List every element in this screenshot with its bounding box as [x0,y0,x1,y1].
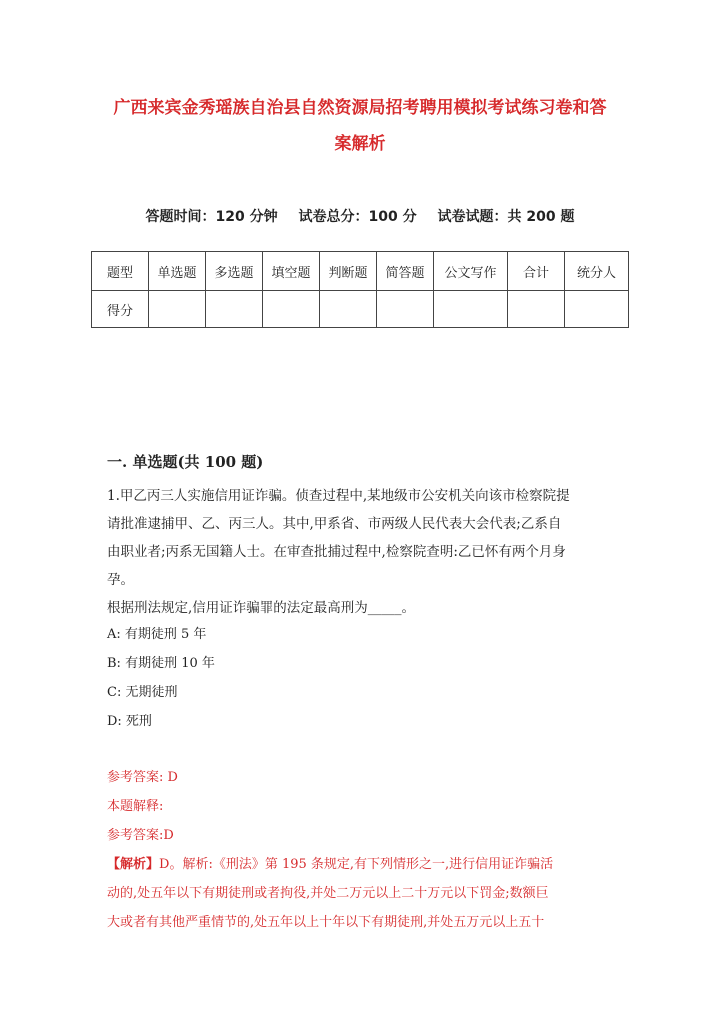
score-header-cell: 简答题 [377,252,434,291]
explanation-label: 本题解释: [107,799,164,814]
analysis-tag: 【解析】 [107,857,160,872]
question-line: 请批准逮捕甲、乙、丙三人。其中,甲系省、市两级人民代表大会代表;乙系自 [107,516,562,532]
title-line-2: 案解析 [334,134,386,154]
score-header-cell: 单选题 [149,252,206,291]
score-row-label: 得分 [92,291,149,328]
document-title [100,90,620,162]
analysis-line-text: D。解析:《刑法》第 195 条规定,有下列情形之一,进行信用证诈骗活 [159,857,554,872]
score-table-score-row [92,291,629,328]
score-cell [320,291,377,328]
option-b: B: 有期徒刑 10 年 [107,656,215,671]
section-heading: 一. 单选题(共 100 题) [107,453,264,471]
score-header-cell: 合计 [508,252,565,291]
score-cell [565,291,629,328]
score-header-cell: 判断题 [320,252,377,291]
analysis-text [107,850,617,937]
score-cell [508,291,565,328]
score-header-cell: 公文写作 [434,252,508,291]
exam-time: 答题时间：120 分钟 [145,209,278,225]
question-line: 根据刑法规定,信用证诈骗罪的法定最高刑为_____。 [107,600,416,616]
analysis-line: 动的,处五年以下有期徒刑或者拘役,并处二万元以上二十万元以下罚金;数额巨 [107,886,549,901]
score-header-cell: 多选题 [206,252,263,291]
answer-block [107,763,617,937]
option-a: A: 有期徒刑 5 年 [107,627,207,642]
score-table-header-row [92,252,629,291]
score-cell [206,291,263,328]
score-table [91,251,629,328]
score-cell [149,291,206,328]
exam-question-count: 试卷试题：共 200 题 [437,209,575,225]
score-cell [263,291,320,328]
score-cell [434,291,508,328]
option-d: D: 死刑 [107,714,152,729]
analysis-line: 大或者有其他严重情节的,处五年以上十年以下有期徒刑,并处五万元以上五十 [107,915,545,930]
score-header-cell: 统分人 [565,252,629,291]
score-header-cell: 填空题 [263,252,320,291]
exam-meta [90,206,630,226]
question-stem [107,482,617,622]
score-header-cell: 题型 [92,252,149,291]
reference-answer-2: 参考答案:D [107,828,174,843]
answer-options [107,620,215,736]
score-cell [377,291,434,328]
title-line-1: 广西来宾金秀瑶族自治县自然资源局招考聘用模拟考试练习卷和答 [113,98,607,118]
question-line: 孕。 [107,572,134,588]
question-line: 1.甲乙丙三人实施信用证诈骗。侦查过程中,某地级市公安机关向该市检察院提 [107,488,570,504]
analysis-line [107,850,617,879]
question-line: 由职业者;丙系无国籍人士。在审查批捕过程中,检察院查明:乙已怀有两个月身 [107,544,566,560]
reference-answer: 参考答案: D [107,770,178,785]
option-c: C: 无期徒刑 [107,685,178,700]
exam-total-score: 试卷总分：100 分 [298,209,417,225]
